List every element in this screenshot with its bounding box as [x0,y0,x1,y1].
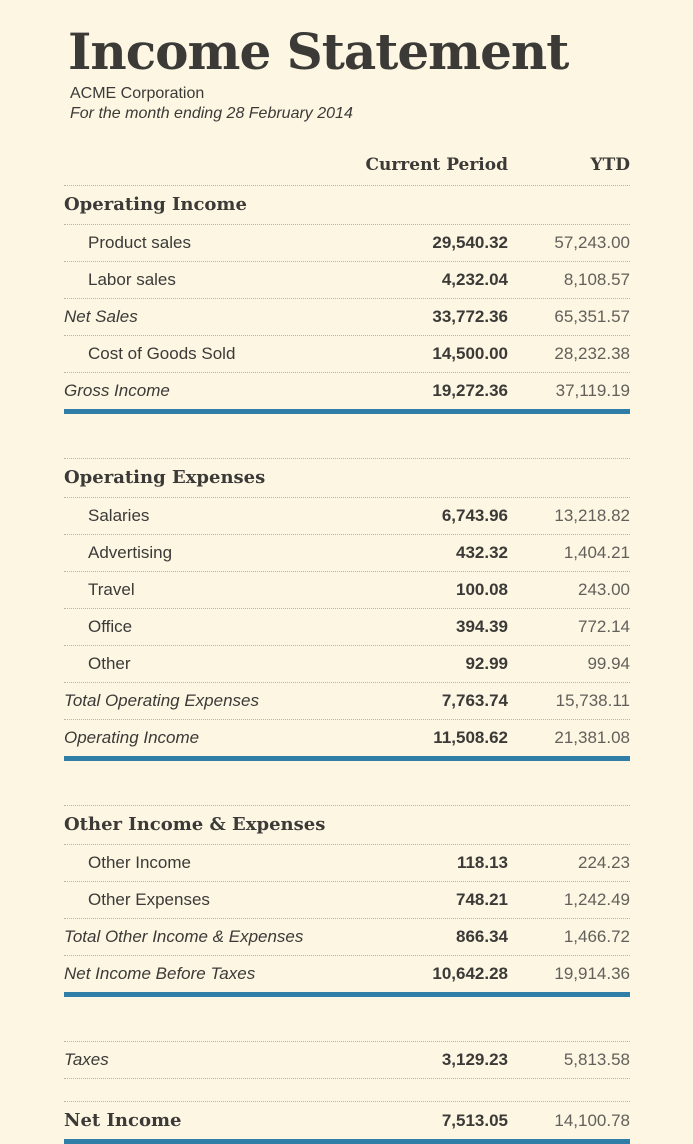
column-header-current-period: Current Period [365,154,508,175]
ytd-value: 772.14 [578,616,630,636]
ytd-value: 21,381.08 [554,727,630,747]
page-title: Income Statement [68,22,569,81]
row-label: Other Expenses [88,889,210,909]
row-label: Office [88,616,133,636]
row-label: Taxes [64,1049,109,1069]
current-period-value: 100.08 [456,579,508,599]
ytd-value: 13,218.82 [554,505,630,525]
ytd-value: 57,243.00 [554,232,630,252]
row-label: Product sales [88,232,191,252]
statement-row [64,336,630,373]
statement-row [64,225,630,262]
ytd-value: 5,813.58 [563,1049,630,1069]
current-period-value: 33,772.36 [432,306,508,326]
row-label: Gross Income [64,380,170,400]
ytd-value: 224.23 [578,852,630,872]
row-label: Operating Income [64,727,200,747]
statement-row [64,572,630,609]
statement-row [64,845,630,882]
row-label: Other Income [88,852,191,872]
row-label: Labor sales [88,269,176,289]
row-label: Net Sales [64,306,138,326]
statement-row [64,919,630,956]
statement-section [64,1101,630,1144]
section-heading: Other Income & Expenses [64,806,630,845]
statement-row [64,720,630,761]
statement-row [64,646,630,683]
ytd-value: 243.00 [578,579,630,599]
statement-row [64,299,630,336]
current-period-value: 29,540.32 [432,232,508,252]
ytd-value: 14,100.78 [554,1110,630,1130]
statement-row [64,956,630,997]
statement-row [64,373,630,414]
current-period-value: 92.99 [465,653,508,673]
current-period-value: 7,513.05 [441,1110,508,1130]
current-period-value: 11,508.62 [433,727,508,747]
column-header-ytd: YTD [590,154,630,175]
ytd-value: 1,404.21 [563,542,630,562]
row-label: Total Operating Expenses [64,690,259,710]
column-headers [64,149,630,185]
row-label: Travel [88,579,135,599]
current-period-value: 118.13 [456,852,508,872]
statement-row [64,498,630,535]
statement-section [64,1041,630,1079]
statement-row [64,683,630,720]
row-label: Cost of Goods Sold [88,343,236,363]
ytd-value: 37,119.19 [555,380,630,400]
row-label: Total Other Income & Expenses [64,926,304,946]
current-period-value: 14,500.00 [432,343,508,363]
ytd-value: 19,914.36 [554,963,630,983]
current-period-value: 866.34 [456,926,508,946]
statement-period: For the month ending 28 February 2014 [70,104,353,122]
row-label: Other [88,653,131,673]
current-period-value: 19,272.36 [432,380,508,400]
current-period-value: 4,232.04 [441,269,508,289]
statement-body [64,185,630,1144]
row-label: Net Income Before Taxes [64,963,256,983]
statement-row [64,609,630,646]
ytd-value: 65,351.57 [554,306,630,326]
section-heading: Operating Income [64,186,630,225]
current-period-value: 6,743.96 [441,505,508,525]
statement-row [64,882,630,919]
statement-row [64,262,630,299]
ytd-value: 8,108.57 [563,269,630,289]
ytd-value: 15,738.11 [555,690,630,710]
row-label: Advertising [88,542,173,562]
statement-section [64,458,630,761]
ytd-value: 99.94 [587,653,630,673]
current-period-value: 748.21 [456,889,508,909]
company-name: ACME Corporation [70,84,205,102]
current-period-value: 432.32 [456,542,508,562]
ytd-value: 1,242.49 [563,889,630,909]
statement-row [64,1042,630,1079]
ytd-value: 1,466.72 [563,926,630,946]
row-label: Salaries [88,505,150,525]
statement-row [64,535,630,572]
current-period-value: 10,642.28 [432,963,508,983]
statement-row [64,1102,630,1144]
row-label: Net Income [64,1109,182,1131]
statement-section [64,185,630,414]
current-period-value: 3,129.23 [441,1049,508,1069]
current-period-value: 7,763.74 [441,690,508,710]
statement-section [64,805,630,997]
current-period-value: 394.39 [456,616,508,636]
section-heading: Operating Expenses [64,459,630,498]
ytd-value: 28,232.38 [554,343,630,363]
